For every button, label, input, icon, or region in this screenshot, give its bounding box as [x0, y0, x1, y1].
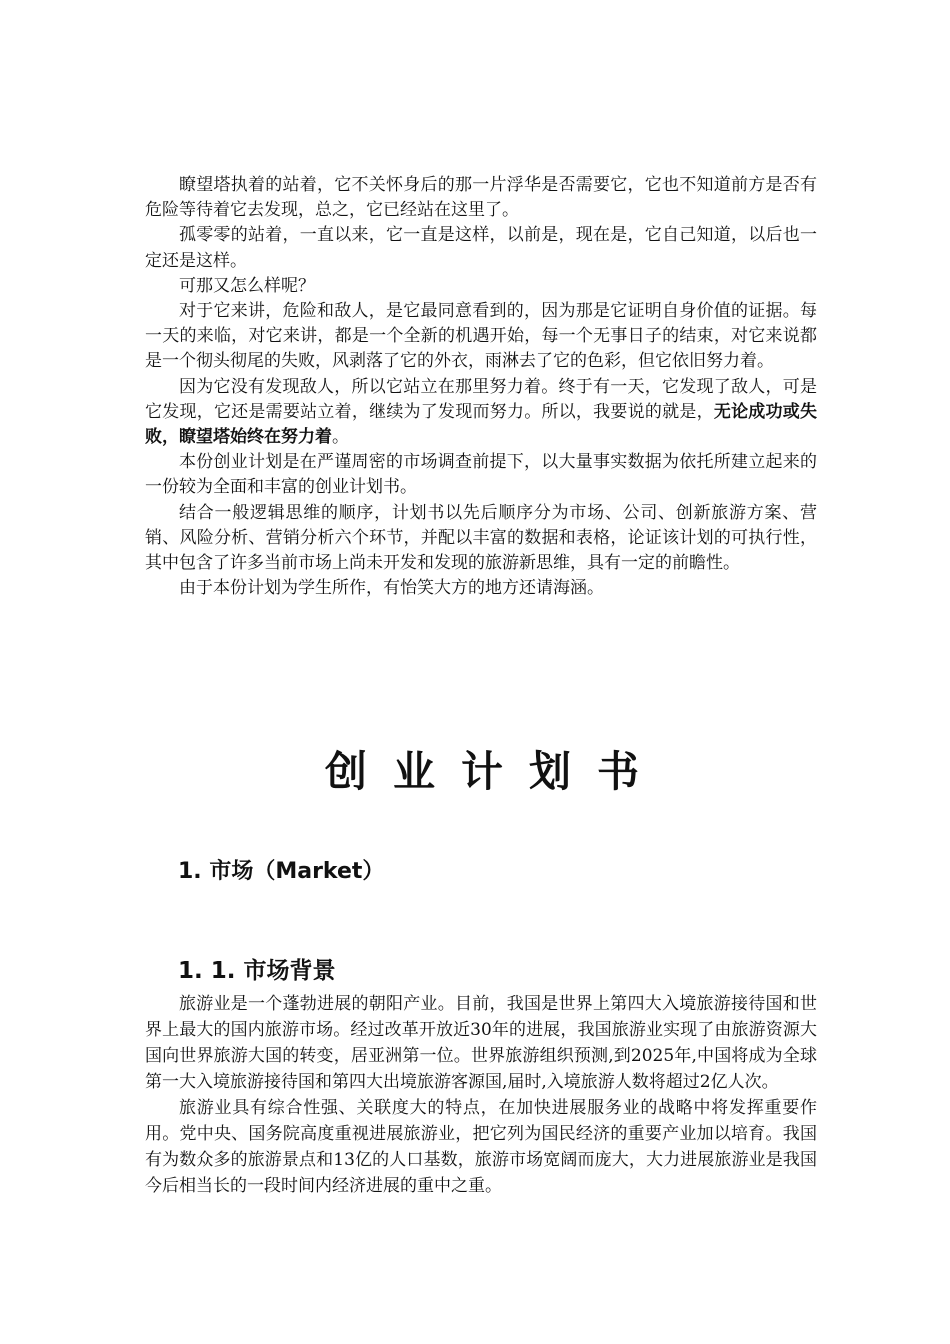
preface-paragraph-5	[145, 375, 817, 451]
document-title: 创业计划书	[324, 747, 665, 796]
preface-paragraph-1: 瞭望塔执着的站着，它不关怀身后的那一片浮华是否需要它，它也不知道前方是否有危险等待着它去发现，总之，它已经站在这里了。	[145, 175, 817, 221]
preface-paragraph-5-end: 。	[332, 427, 349, 448]
market-background-paragraph-2: 旅游业具有综合性强、关联度大的特点，在加快进展服务业的战略中将发挥重要作用。党中央、国务院高度重视进展旅游业，把它列为国民经济的重要产业加以培育。我国有为数众多的旅游景点和13亿的人口基数，旅游市场宽阔而庞大，大力进展旅游业是我国今后相当长的一段时间内经济进展的重中之重。	[145, 1098, 817, 1196]
preface-paragraph-2: 孤零零的站着，一直以来，它一直是这样，以前是，现在是，它自己知道，以后也一定还是这样。	[145, 225, 817, 271]
preface-paragraph-4: 对于它来讲，危险和敌人，是它最同意看到的，因为那是它证明自身价值的证据。每一天的来临，对它来讲，都是一个全新的机遇开始，每一个无事日子的结束，对它来说都是一个彻头彻尾的失败，风剥落了它的外衣，雨淋去了它的色彩，但它依旧努力着。	[145, 301, 817, 372]
subsection-heading-market-background: 1. 1. 市场背景	[178, 958, 336, 984]
preface-paragraph-6: 本份创业计划是在严谨周密的市场调查前提下，以大量事实数据为依托所建立起来的一份较为全面和丰富的创业计划书。	[145, 452, 817, 498]
preface-paragraph-8: 由于本份计划为学生所作，有怡笑大方的地方还请海涵。	[179, 578, 604, 599]
preface-section	[145, 173, 817, 601]
market-background-section	[145, 991, 817, 1199]
preface-paragraph-7: 结合一般逻辑思维的顺序，计划书以先后顺序分为市场、公司、创新旅游方案、营销、风险分析、营销分析六个环节，并配以丰富的数据和表格，论证该计划的可执行性，其中包含了许多当前市场上尚未开发和发现的旅游新思维，具有一定的前瞻性。	[145, 502, 817, 574]
preface-emphasis: 无论成功或失败，瞭望塔始终在努力着	[145, 401, 818, 448]
market-background-paragraph-1: 旅游业是一个蓬勃进展的朝阳产业。目前，我国是世界上第四大入境旅游接待国和世界上最大的国内旅游市场。经过改革开放近30年的进展，我国旅游业实现了由旅游资源大国向世界旅游大国的转变，居亚洲第一位。世界旅游组织预测,到2025年,中国将成为全球第一大入境旅游接待国和第四大出境旅游客源国,届时,入境旅游人数将超过2亿人次。	[145, 994, 817, 1092]
section-heading-market: 1. 市场（Market）	[178, 859, 385, 884]
preface-paragraph-3: 可那又怎么样呢？	[179, 275, 315, 296]
preface-paragraph-5-start: 因为它没有发现敌人，所以它站立在那里努力着。终于有一天，它发现了敌人，可是它发现，它还是需要站立着，继续为了发现而努力。所以，我要说的就是，	[145, 376, 817, 422]
